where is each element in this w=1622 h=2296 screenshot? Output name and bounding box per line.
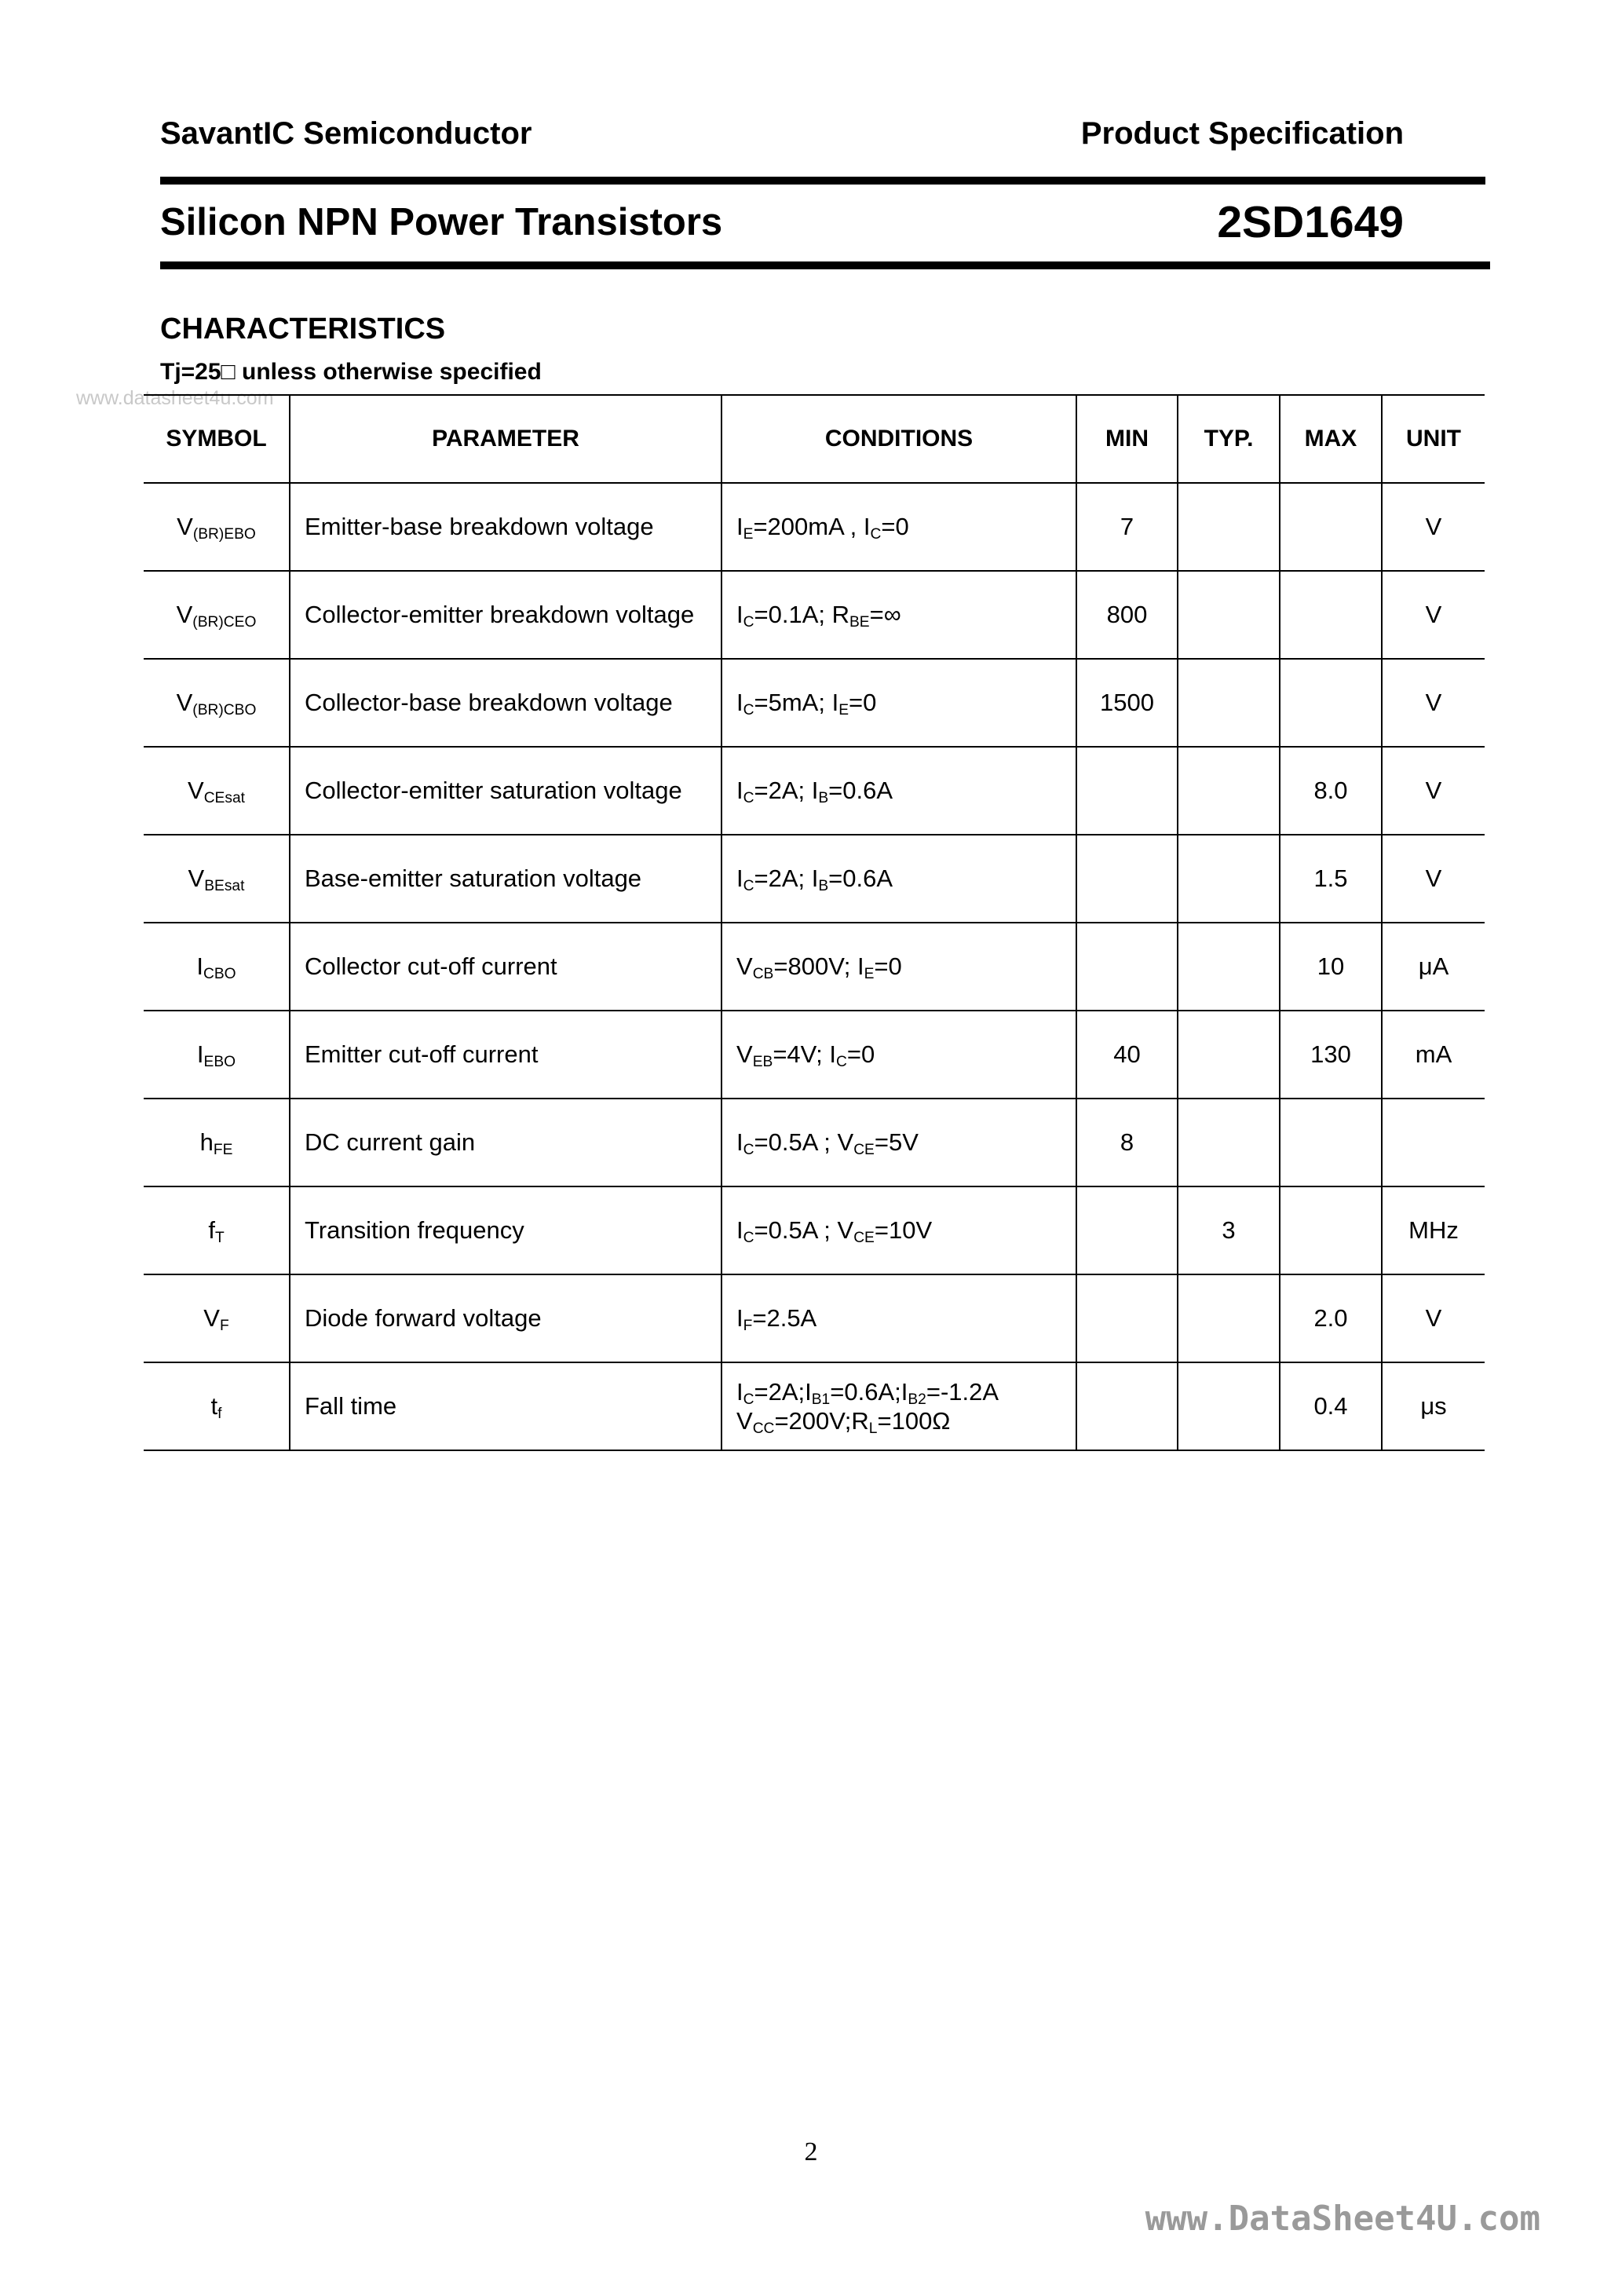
unit-cell: V: [1382, 483, 1485, 571]
symbol-subscript: f: [217, 1406, 222, 1423]
table-row: [144, 835, 1485, 923]
table-row: [144, 571, 1485, 659]
max-cell: 1.5: [1280, 835, 1382, 923]
cond-text: =200mA , I: [753, 513, 871, 541]
min-cell: 800: [1076, 571, 1178, 659]
table-header-row: [144, 395, 1485, 483]
header-typ: TYP.: [1178, 395, 1280, 483]
conditions-cell: [721, 1274, 1076, 1362]
symbol: V: [188, 865, 205, 893]
header-unit: UNIT: [1382, 395, 1485, 483]
cond-text: I: [736, 1216, 743, 1245]
conditions-cell: [721, 747, 1076, 835]
parameter-cell: DC current gain: [290, 1099, 721, 1186]
symbol: h: [199, 1128, 214, 1157]
symbol-subscript: (BR)CEO: [192, 614, 257, 631]
conditions-cell: [721, 835, 1076, 923]
cond-text: =5mA; I: [754, 689, 839, 717]
cond-subscript: F: [743, 1318, 753, 1335]
cond-text: I: [736, 689, 743, 717]
typ-cell: [1178, 835, 1280, 923]
company-name: SavantIC Semiconductor: [160, 116, 532, 151]
table-row: [144, 1274, 1485, 1362]
table-row: [144, 923, 1485, 1011]
min-cell: 40: [1076, 1011, 1178, 1099]
typ-cell: 3: [1178, 1186, 1280, 1274]
parameter-cell: Diode forward voltage: [290, 1274, 721, 1362]
symbol-cell: [144, 835, 290, 923]
cond-subscript: CB: [752, 966, 774, 983]
test-condition-note: Tj=25□ unless otherwise specified: [160, 359, 542, 385]
cond-subscript: C: [743, 1142, 754, 1159]
cond-text: =0: [874, 952, 902, 981]
cond-text: =2.5A: [752, 1304, 817, 1333]
cond-text: =2A;I: [754, 1377, 812, 1406]
cond-subscript: B2: [908, 1391, 926, 1408]
max-cell: [1280, 571, 1382, 659]
cond-text: =0.5A ; V: [754, 1216, 854, 1245]
cond-text: =2A; I: [754, 865, 819, 893]
cond-text: =4V; I: [773, 1040, 837, 1069]
symbol-subscript: FE: [213, 1142, 233, 1159]
parameter-cell: Collector-base breakdown voltage: [290, 659, 721, 747]
table-row: [144, 1011, 1485, 1099]
max-cell: 2.0: [1280, 1274, 1382, 1362]
cond-subscript: BE: [849, 614, 870, 631]
symbol-subscript: BEsat: [204, 878, 245, 895]
cond-text: I: [736, 601, 743, 629]
symbol-cell: [144, 571, 290, 659]
cond-subscript: C: [743, 702, 754, 719]
parameter-cell: Collector cut-off current: [290, 923, 721, 1011]
cond-text: =0: [846, 1040, 875, 1069]
parameter-cell: Fall time: [290, 1362, 721, 1450]
cond-text: I: [736, 1128, 743, 1157]
symbol-subscript: F: [219, 1318, 229, 1335]
unit-cell: mA: [1382, 1011, 1485, 1099]
typ-cell: [1178, 571, 1280, 659]
typ-cell: [1178, 1362, 1280, 1450]
symbol-cell: [144, 1362, 290, 1450]
symbol: I: [196, 952, 203, 981]
cond-subscript: C: [870, 526, 882, 543]
parameter-cell: Transition frequency: [290, 1186, 721, 1274]
unit-cell: V: [1382, 747, 1485, 835]
header-min: MIN: [1076, 395, 1178, 483]
symbol: V: [176, 689, 193, 717]
cond-text: =5V: [874, 1128, 919, 1157]
cond-subscript: C: [836, 1054, 847, 1071]
min-cell: [1076, 923, 1178, 1011]
cond-text: =0: [881, 513, 909, 541]
cond-text: =200V;R: [774, 1407, 869, 1435]
cond-text: I: [736, 1377, 743, 1406]
symbol-cell: [144, 923, 290, 1011]
conditions-cell: [721, 483, 1076, 571]
cond-subscript: L: [868, 1420, 878, 1437]
table-row: [144, 1186, 1485, 1274]
unit-cell: [1382, 1099, 1485, 1186]
min-cell: [1076, 747, 1178, 835]
unit-cell: μA: [1382, 923, 1485, 1011]
header-max: MAX: [1280, 395, 1382, 483]
unit-cell: MHz: [1382, 1186, 1485, 1274]
cond-text: =0: [849, 689, 877, 717]
cond-text: =0.6A: [828, 865, 893, 893]
document-type: Product Specification: [1080, 116, 1404, 151]
watermark-top: www.datasheet4u.com: [76, 387, 274, 409]
cond-text: =∞: [869, 601, 901, 629]
cond-subscript: E: [838, 702, 849, 719]
symbol: V: [176, 601, 193, 629]
cond-subscript: C: [743, 878, 754, 895]
header-conditions: CONDITIONS: [721, 395, 1076, 483]
cond-text: V: [736, 1040, 753, 1069]
unit-cell: V: [1382, 571, 1485, 659]
min-cell: 7: [1076, 483, 1178, 571]
max-cell: [1280, 483, 1382, 571]
parameter-cell: Emitter cut-off current: [290, 1011, 721, 1099]
cond-text: =0.6A: [828, 777, 893, 805]
cond-text: =-1.2A: [926, 1377, 999, 1406]
table-row: [144, 483, 1485, 571]
min-cell: [1076, 1186, 1178, 1274]
symbol-cell: [144, 483, 290, 571]
symbol-subscript: CEsat: [203, 790, 245, 807]
header-rule-bottom: [160, 261, 1490, 269]
min-cell: [1076, 835, 1178, 923]
symbol-cell: [144, 1274, 290, 1362]
cond-text: =2A; I: [754, 777, 819, 805]
cond-text: =800V; I: [773, 952, 864, 981]
cond-subscript: E: [743, 526, 754, 543]
symbol: t: [210, 1392, 218, 1420]
cond-subscript: CE: [853, 1142, 875, 1159]
part-number: 2SD1649: [1217, 197, 1404, 247]
symbol: f: [208, 1216, 215, 1245]
cond-text: I: [736, 777, 743, 805]
parameter-cell: Collector-emitter saturation voltage: [290, 747, 721, 835]
typ-cell: [1178, 1011, 1280, 1099]
typ-cell: [1178, 1274, 1280, 1362]
symbol: I: [196, 1040, 204, 1069]
conditions-cell: [721, 923, 1076, 1011]
symbol-subscript: (BR)CBO: [192, 702, 257, 719]
cond-text: V: [736, 1407, 753, 1435]
section-heading: CHARACTERISTICS: [160, 313, 446, 345]
document-title: Silicon NPN Power Transistors: [160, 201, 723, 243]
symbol-subscript: (BR)EBO: [192, 526, 256, 543]
cond-subscript: C: [743, 790, 754, 807]
unit-cell: V: [1382, 659, 1485, 747]
conditions-cell: [721, 1362, 1076, 1450]
conditions-cell: [721, 1099, 1076, 1186]
header-parameter: PARAMETER: [290, 395, 721, 483]
parameter-cell: Emitter-base breakdown voltage: [290, 483, 721, 571]
conditions-cell: [721, 659, 1076, 747]
cond-subscript: E: [864, 966, 875, 983]
symbol-subscript: EBO: [203, 1054, 236, 1071]
cond-subscript: CE: [853, 1230, 875, 1247]
symbol-cell: [144, 1186, 290, 1274]
max-cell: [1280, 1099, 1382, 1186]
typ-cell: [1178, 659, 1280, 747]
max-cell: 10: [1280, 923, 1382, 1011]
cond-subscript: B: [818, 790, 829, 807]
cond-text: =0.5A ; V: [754, 1128, 854, 1157]
max-cell: 0.4: [1280, 1362, 1382, 1450]
cond-text: I: [736, 865, 743, 893]
cond-subscript: C: [743, 1230, 754, 1247]
cond-text: V: [736, 952, 753, 981]
header-symbol: SYMBOL: [144, 395, 290, 483]
cond-text: =0.6A;I: [830, 1377, 908, 1406]
symbol: V: [203, 1304, 220, 1333]
min-cell: [1076, 1274, 1178, 1362]
unit-cell: μs: [1382, 1362, 1485, 1450]
min-cell: 1500: [1076, 659, 1178, 747]
symbol: V: [188, 777, 204, 805]
cond-subscript: B1: [811, 1391, 831, 1408]
max-cell: 130: [1280, 1011, 1382, 1099]
unit-cell: V: [1382, 1274, 1485, 1362]
cond-subscript: B: [818, 878, 829, 895]
cond-line: [736, 1406, 1068, 1435]
conditions-cell: [721, 571, 1076, 659]
unit-cell: V: [1382, 835, 1485, 923]
symbol-cell: [144, 747, 290, 835]
cond-subscript: CC: [752, 1420, 775, 1437]
cond-subscript: C: [743, 1391, 754, 1408]
min-cell: 8: [1076, 1099, 1178, 1186]
symbol-cell: [144, 659, 290, 747]
table-row: [144, 747, 1485, 835]
max-cell: [1280, 659, 1382, 747]
max-cell: 8.0: [1280, 747, 1382, 835]
cond-text: I: [736, 1304, 743, 1333]
typ-cell: [1178, 923, 1280, 1011]
table-row: [144, 1099, 1485, 1186]
min-cell: [1076, 1362, 1178, 1450]
max-cell: [1280, 1186, 1382, 1274]
typ-cell: [1178, 1099, 1280, 1186]
header-rule-top: [160, 177, 1485, 185]
table-row: [144, 659, 1485, 747]
symbol: V: [177, 513, 193, 541]
conditions-cell: [721, 1011, 1076, 1099]
page-number: 2: [804, 2137, 818, 2166]
typ-cell: [1178, 747, 1280, 835]
parameter-cell: Base-emitter saturation voltage: [290, 835, 721, 923]
table-row: [144, 1362, 1485, 1450]
symbol-cell: [144, 1099, 290, 1186]
cond-subscript: EB: [752, 1054, 773, 1071]
cond-line: [736, 1377, 1068, 1406]
cond-text: =0.1A; R: [754, 601, 849, 629]
cond-text: I: [736, 513, 743, 541]
cond-subscript: C: [743, 614, 754, 631]
typ-cell: [1178, 483, 1280, 571]
conditions-cell: [721, 1186, 1076, 1274]
parameter-cell: Collector-emitter breakdown voltage: [290, 571, 721, 659]
cond-text: =100Ω: [877, 1407, 951, 1435]
symbol-cell: [144, 1011, 290, 1099]
characteristics-table: [144, 394, 1485, 1451]
symbol-subscript: CBO: [203, 966, 236, 983]
watermark-bottom: www.DataSheet4U.com: [1145, 2199, 1540, 2239]
cond-text: =10V: [874, 1216, 933, 1245]
symbol-subscript: T: [214, 1230, 225, 1247]
